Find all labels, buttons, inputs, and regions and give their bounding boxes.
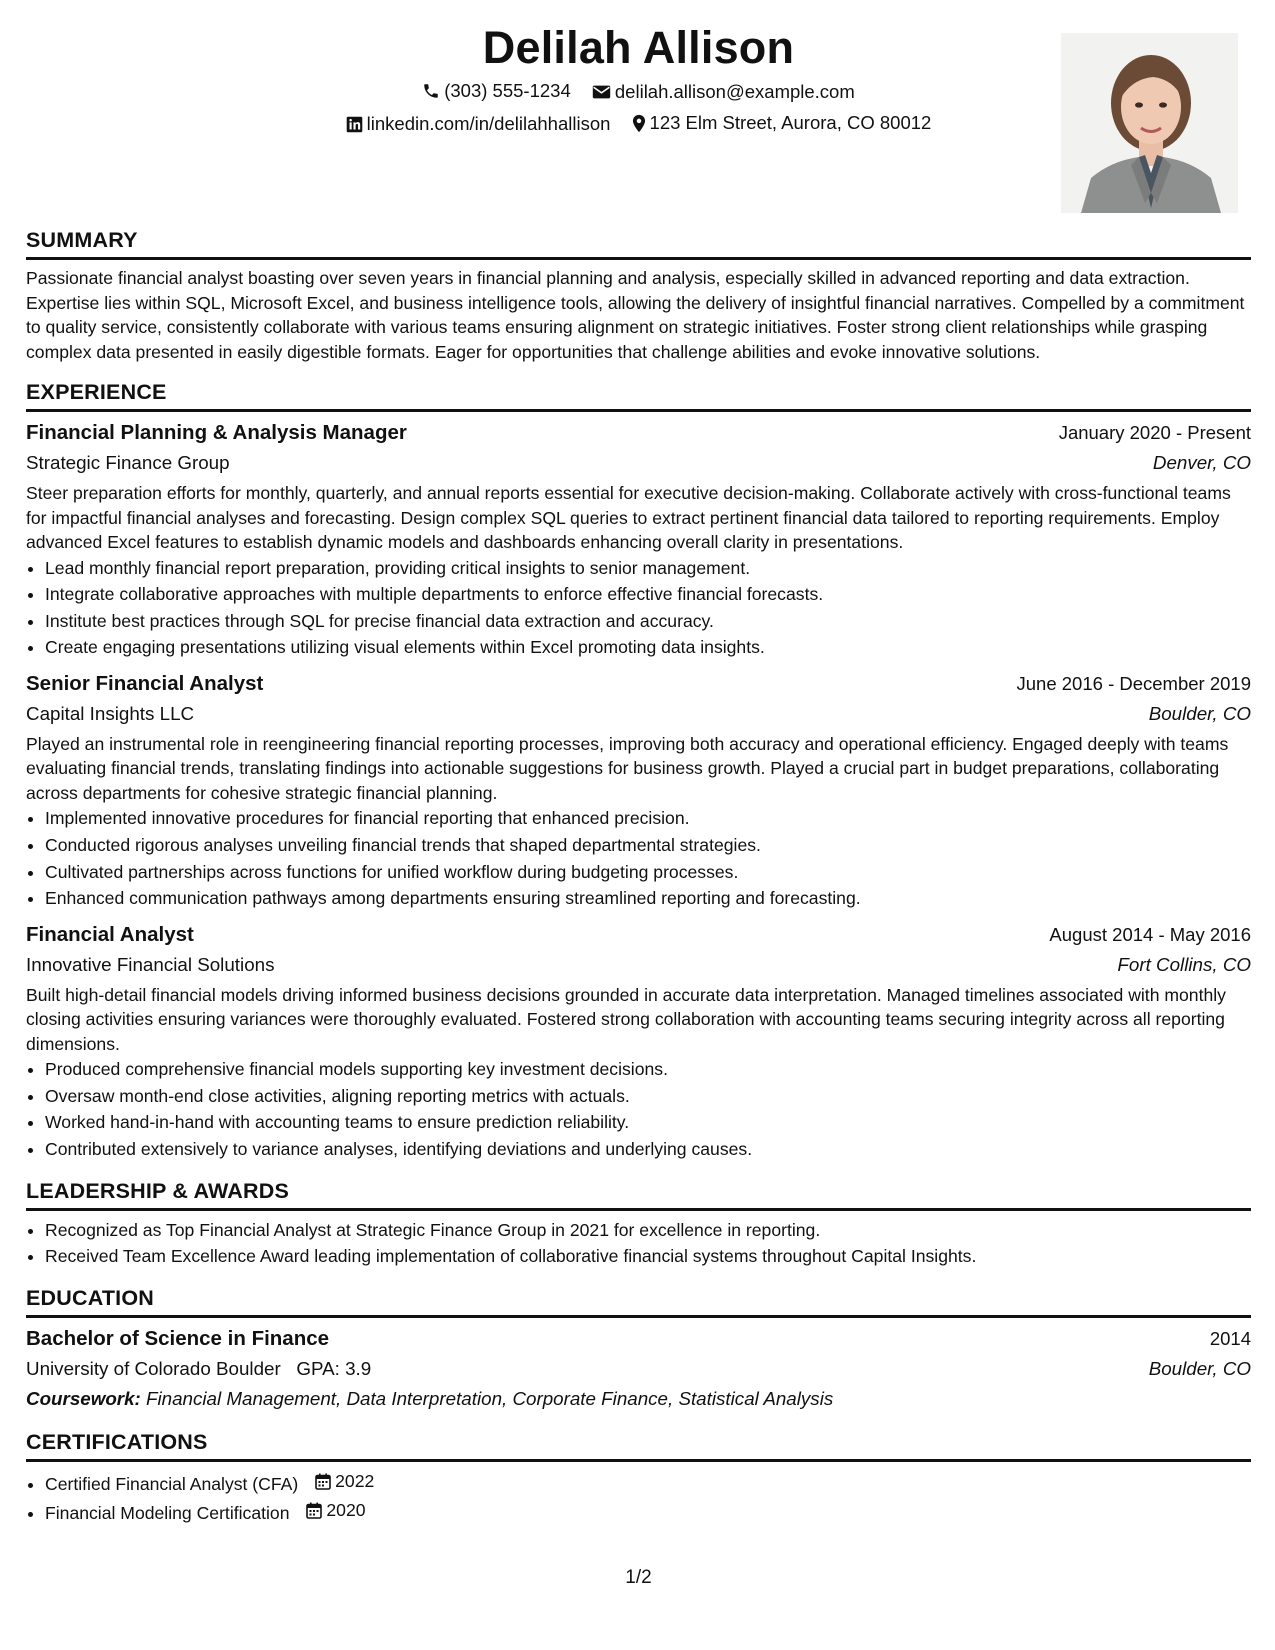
list-item: • Oversaw month-end close activities, aligning reporting metrics with actuals. (45, 1083, 1251, 1110)
candidate-name: Delilah Allison (482, 22, 795, 73)
job-bullets (26, 555, 1251, 661)
job-description: Played an instrumental role in reengineering financial reporting processes, improving both accuracy and operational efficiency. Engaged deeply with teams evaluating financial trends, translating findings into actionable suggestions for business growth. Played a crucial part in budget preparations, collaborating across departments for cohesive strategic financial planning. (26, 733, 1229, 803)
school-line (26, 1354, 371, 1384)
resume-page (26, 0, 1251, 1650)
summary-heading: SUMMARY (26, 228, 1251, 260)
profile-photo-image (1061, 33, 1238, 213)
gpa: GPA: 3.9 (296, 1357, 372, 1379)
certifications-section (26, 1430, 1251, 1527)
job-dates: January 2020 - Present (1058, 422, 1251, 443)
linkedin-text: linkedin.com/in/delilahhallison (366, 113, 611, 134)
calendar-icon (306, 1502, 322, 1519)
job-bullets (26, 805, 1251, 911)
coursework-label: Coursework: (26, 1387, 141, 1409)
school-name: University of Colorado Boulder (26, 1357, 281, 1379)
address-text: 123 Elm Street, Aurora, CO 80012 (649, 112, 932, 133)
experience-heading: EXPERIENCE (26, 380, 1251, 412)
list-item: • Produced comprehensive financial models supporting key investment decisions. (45, 1056, 1251, 1083)
email-text: delilah.allison@example.com (614, 81, 855, 102)
job-title: Financial Planning & Analysis Manager (26, 421, 407, 444)
job-location: Denver, CO (1152, 452, 1251, 473)
cert-year: 2022 (335, 1470, 375, 1491)
phone-contact (422, 80, 571, 102)
profile-photo (1061, 33, 1238, 213)
leadership-heading: LEADERSHIP & AWARDS (26, 1179, 1251, 1211)
job-entry (26, 669, 1251, 912)
certifications-list (26, 1468, 1251, 1527)
leadership-list (26, 1217, 1251, 1270)
map-pin-icon (632, 114, 646, 133)
list-item: • Implemented innovative procedures for financial reporting that enhanced precision. (45, 805, 1251, 832)
list-item (45, 1468, 1251, 1497)
job-company: Capital Insights LLC (26, 702, 195, 724)
job-bullets (26, 1056, 1251, 1162)
list-item: • Cultivated partnerships across functions for unified workflow during budgeting processes. (45, 859, 1251, 886)
cert-date (306, 1497, 365, 1524)
page-number: 1/2 (625, 1567, 652, 1588)
list-item: • Create engaging presentations utilizing visual elements within Excel promoting data insights. (45, 634, 1251, 661)
degree-title: Bachelor of Science in Finance (26, 1326, 330, 1350)
job-company: Strategic Finance Group (26, 452, 230, 473)
experience-section (26, 380, 1251, 1163)
job-entry (26, 920, 1251, 1163)
list-item: • Lead monthly financial report preparation, providing critical insights to senior management. (45, 555, 1251, 582)
linkedin-contact[interactable] (346, 113, 611, 135)
certifications-heading: CERTIFICATIONS (26, 1430, 1251, 1462)
list-item (45, 1497, 1251, 1526)
education-heading: EDUCATION (26, 1286, 1251, 1318)
summary-text: Passionate financial analyst boasting over seven years in financial planning and analysis, especially skilled in advanced reporting and data extraction. Expertise lies within SQL, Microsoft Excel, and business intelligence tools, allowing the delivery of insightful financial narratives. Compelled by a commitment to quality service, consistently collaborate with various teams ensuring alignment on strategic initiatives. Foster strong client relationships while grasping complex data presented in easily digestible formats. Eager for opportunities that challenge abilities and evoke innovative solutions. (26, 268, 1245, 362)
linkedin-icon (346, 116, 363, 133)
coursework-text: Financial Management, Data Interpretation, Corporate Finance, Statistical Analysis (146, 1387, 834, 1409)
address-contact (632, 112, 932, 134)
list-item: • Integrate collaborative approaches with multiple departments to enforce effective financial forecasts. (45, 581, 1251, 608)
coursework-line (26, 1384, 1251, 1414)
email-contact[interactable] (592, 81, 855, 103)
job-dates: August 2014 - May 2016 (1049, 923, 1251, 945)
cert-name: Certified Financial Analyst (CFA) (45, 1473, 299, 1494)
school-location: Boulder, CO (1148, 1357, 1251, 1379)
list-item: • Contributed extensively to variance analyses, identifying deviations and underlying causes. (45, 1136, 1251, 1163)
list-item: • Recognized as Top Financial Analyst at Strategic Finance Group in 2021 for excellence in reporting. (45, 1217, 1251, 1244)
job-description: Built high-detail financial models driving informed business decisions grounded in accurate data interpretation. Managed timelines associated with monthly closing activities ensuring variances were thoroughly evaluated. Fostered strong collaboration with accounting teams securing integrity across all reporting dimensions. (26, 984, 1226, 1054)
list-item: • Conducted rigorous analyses unveiling financial trends that shaped departmental strategies. (45, 832, 1251, 859)
job-location: Boulder, CO (1148, 702, 1251, 724)
job-location: Fort Collins, CO (1117, 953, 1251, 975)
job-description: Steer preparation efforts for monthly, quarterly, and annual reports essential for executive decision-making. Collaborate actively with cross-functional teams for impactful financial analyses and forecasting. Design complex SQL queries to extract pertinent financial data tailored to reporting requirements. Employ advanced Excel features to establish dynamic models and dashboards enhancing overall clarity in presentations. (26, 483, 1231, 552)
leadership-section (26, 1179, 1251, 1270)
calendar-icon (315, 1473, 331, 1490)
phone-text: (303) 555-1234 (444, 80, 571, 101)
cert-date (315, 1468, 374, 1495)
cert-name: Financial Modeling Certification (45, 1503, 290, 1523)
cert-year: 2020 (326, 1500, 366, 1521)
list-item: • Worked hand-in-hand with accounting teams to ensure prediction reliability. (45, 1109, 1251, 1136)
list-item: • Received Team Excellence Award leading implementation of collaborative financial systems throughout Capital Insights. (45, 1243, 1251, 1270)
education-section (26, 1286, 1251, 1414)
summary-section (26, 228, 1251, 364)
job-entry (26, 418, 1251, 661)
job-title: Financial Analyst (26, 922, 194, 946)
job-title: Senior Financial Analyst (26, 671, 264, 695)
job-company: Innovative Financial Solutions (26, 953, 275, 975)
list-item: • Enhanced communication pathways among departments ensuring streamlined reporting and forecasting. (45, 885, 1251, 912)
list-item: • Institute best practices through SQL for precise financial data extraction and accuracy. (45, 608, 1251, 635)
resume-header (26, 0, 1251, 215)
phone-icon (422, 82, 440, 100)
envelope-icon (592, 84, 611, 100)
job-dates: June 2016 - December 2019 (1016, 672, 1251, 694)
graduation-year: 2014 (1209, 1327, 1251, 1349)
